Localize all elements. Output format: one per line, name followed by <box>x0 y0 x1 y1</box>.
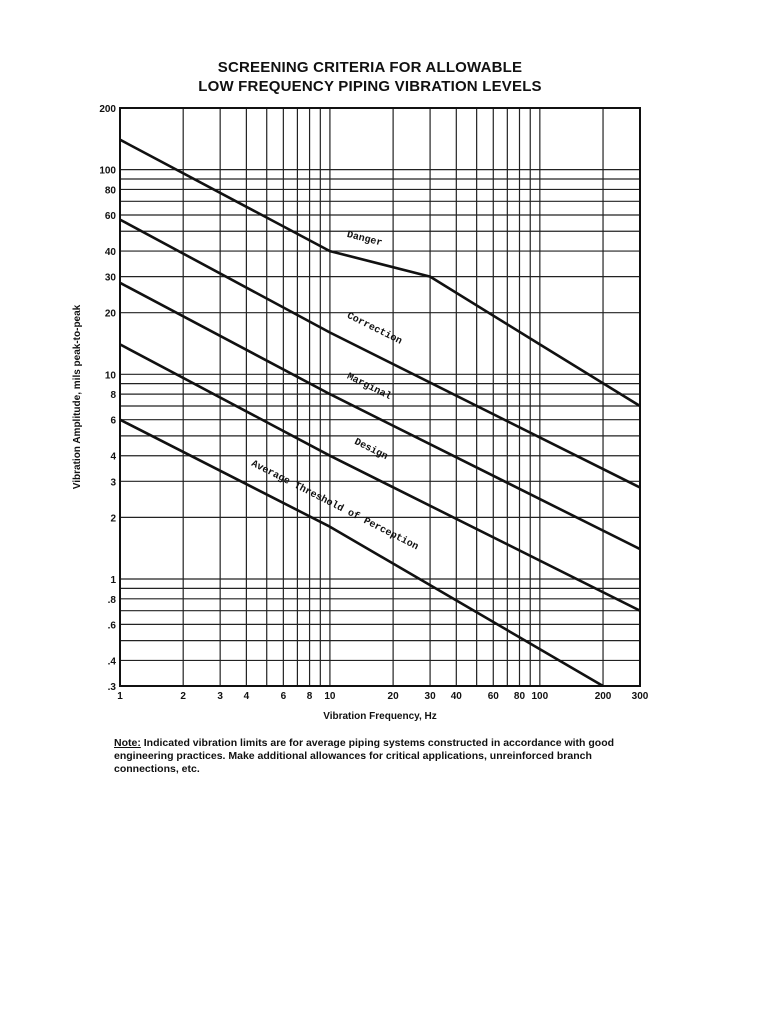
curve-design <box>120 344 640 610</box>
y-tick-label: 40 <box>104 247 116 259</box>
y-tick-label: 2 <box>110 513 116 525</box>
x-tick-label: 6 <box>280 691 287 702</box>
y-tick-label: 3 <box>110 477 116 489</box>
y-tick-label: 200 <box>99 104 116 115</box>
y-tick-label: 6 <box>110 415 116 427</box>
curve-label: Design <box>352 437 390 463</box>
y-tick-label: 20 <box>104 308 116 320</box>
x-tick-label: 60 <box>487 691 499 702</box>
note-label: Note: <box>114 737 141 749</box>
y-tick-label: 8 <box>110 390 116 402</box>
y-tick-label: 1 <box>110 574 116 586</box>
x-tick-label: 8 <box>306 691 313 702</box>
x-tick-label: 2 <box>180 691 186 702</box>
y-tick-label: .6 <box>107 620 116 632</box>
y-tick-label: .3 <box>107 682 116 693</box>
x-tick-label: 100 <box>531 691 549 702</box>
curve-correction <box>120 220 640 488</box>
chart-curve-labels <box>249 230 420 553</box>
curve-label: Average Threshold of Perception <box>249 458 420 554</box>
curve-label: Marginal <box>344 371 393 403</box>
chart-title-line-2: LOW FREQUENCY PIPING VIBRATION LEVELS <box>198 78 542 95</box>
chart-ticks <box>99 104 648 702</box>
y-tick-label: 4 <box>110 451 116 463</box>
x-tick-label: 1 <box>117 691 123 702</box>
chart-curves <box>120 140 640 686</box>
x-tick-label: 20 <box>387 691 399 702</box>
x-tick-label: 300 <box>631 691 649 702</box>
y-tick-label: 80 <box>104 185 116 197</box>
curve-label: Correction <box>344 310 404 348</box>
footnote <box>114 737 634 776</box>
note-text: Indicated vibration limits are for average piping systems constructed in accordance with good engineering practices. Make additional allowances for critical applications, unreinforced branch connections, etc. <box>114 737 615 775</box>
x-tick-label: 3 <box>217 691 223 702</box>
x-tick-label: 40 <box>450 691 462 702</box>
chart-title-line-1: SCREENING CRITERIA FOR ALLOWABLE <box>217 59 523 76</box>
x-tick-label: 30 <box>424 691 436 702</box>
y-tick-label: 30 <box>104 272 116 284</box>
curve-label: Danger <box>345 229 384 250</box>
curve-danger <box>120 140 640 406</box>
y-tick-label: .8 <box>107 594 116 606</box>
x-axis-label: Vibration Frequency, Hz <box>323 711 437 722</box>
x-tick-label: 10 <box>324 691 336 702</box>
y-tick-label: .4 <box>107 656 116 668</box>
y-tick-label: 10 <box>104 370 116 382</box>
y-tick-label: 100 <box>99 165 116 177</box>
curve-marginal <box>120 283 640 549</box>
x-tick-label: 4 <box>243 691 250 702</box>
x-tick-label: 200 <box>594 691 612 702</box>
y-tick-label: 60 <box>104 211 116 223</box>
x-tick-label: 80 <box>513 691 526 702</box>
y-axis-label: Vibration Amplitude, mils peak-to-peak <box>72 304 83 490</box>
